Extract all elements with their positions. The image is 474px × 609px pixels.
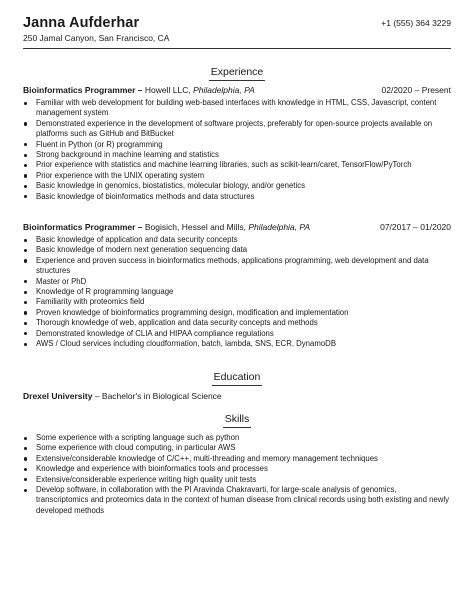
list-item: Some experience with a scripting language such as python xyxy=(23,433,451,443)
job-2-location: Philadelphia, PA xyxy=(248,222,311,232)
skills-heading xyxy=(23,413,451,428)
job-1-bullets xyxy=(23,98,451,202)
job-2-company: Bogisich, Hessel and Mills, xyxy=(144,222,249,232)
list-item: Familiarity with proteomics field xyxy=(23,297,451,307)
list-item: Develop software, in collaboration with the PI Aravinda Chakravarti, for large-scale analysis of genomics, transcriptomics and proteomics data in the context of human disease from clinical records using both existing and newly developed methods xyxy=(23,485,451,516)
list-item: Prior experience with statistics and machine learning libraries, such as scikit-learn/caret, TensorFlow/PyTorch xyxy=(23,160,451,170)
job-2-dates: 07/2017 – 01/2020 xyxy=(380,222,451,232)
list-item: AWS / Cloud services including cloudformation, batch, lambda, SNS, ECR, DynamoDB xyxy=(23,339,451,349)
job-1-separator: – xyxy=(135,85,145,95)
resume-header xyxy=(23,14,451,44)
skills-bullets xyxy=(23,433,451,516)
list-item: Proven knowledge of bioinformatics programming design, modification and implementation xyxy=(23,308,451,318)
list-item: Basic knowledge in genomics, biostatistics, molecular biology, and/or genetics xyxy=(23,181,451,191)
header-divider xyxy=(23,48,451,49)
list-item: Basic knowledge of application and data security concepts xyxy=(23,235,451,245)
job-1-location: Philadelphia, PA xyxy=(193,85,255,95)
education-heading xyxy=(23,371,451,386)
candidate-name: Janna Aufderhar xyxy=(23,15,140,31)
list-item: Some experience with cloud computing, in particular AWS xyxy=(23,443,451,453)
list-item: Experience and proven success in bioinformatics methods, applications programming, web development and data structures xyxy=(23,256,451,277)
list-item: Fluent in Python (or R) programming xyxy=(23,140,451,150)
job-1-title: Bioinformatics Programmer xyxy=(23,85,136,95)
list-item: Strong background in machine learning and statistics xyxy=(23,150,451,160)
list-item: Basic knowledge of bioinformatics methods and data structures xyxy=(23,192,451,202)
list-item: Knowledge of R programming language xyxy=(23,287,451,297)
job-2-header xyxy=(23,222,451,233)
list-item: Prior experience with the UNIX operating system xyxy=(23,171,451,181)
list-item: Thorough knowledge of web, application and data security concepts and methods xyxy=(23,318,451,328)
list-item: Extensive/considerable experience writing high quality unit tests xyxy=(23,475,451,485)
list-item: Knowledge and experience with bioinformatics tools and processes xyxy=(23,464,451,474)
address: 250 Jamal Canyon, San Francisco, CA xyxy=(23,33,170,43)
job-2-bullets xyxy=(23,235,451,349)
education-heading-text: Education xyxy=(212,371,263,386)
experience-heading xyxy=(23,66,451,81)
education-entry xyxy=(23,391,451,402)
job-1-header xyxy=(23,85,451,96)
list-item: Demonstrated experience in the development of software projects, preferably for open-source projects available on platforms such as GitHub and BitBucket xyxy=(23,119,451,140)
list-item: Master or PhD xyxy=(23,277,451,287)
list-item: Basic knowledge of modern next generation sequencing data xyxy=(23,245,451,255)
skills-heading-text: Skills xyxy=(223,413,252,428)
experience-heading-text: Experience xyxy=(209,66,266,81)
list-item: Extensive/considerable knowledge of C/C++, multi-threading and memory management techniques xyxy=(23,454,451,464)
job-1-company: Howell LLC, xyxy=(144,85,194,95)
degree: Bachelor's in Biological Science xyxy=(101,391,222,401)
school-name: Drexel University xyxy=(23,391,93,401)
job-1-dates: 02/2020 – Present xyxy=(381,85,451,95)
phone-number: +1 (555) 364 3229 xyxy=(381,18,451,28)
list-item: Familiar with web development for building web-based interfaces with knowledge in HTML, CSS, Javascript, content management system xyxy=(23,98,451,119)
job-2-separator: – xyxy=(135,222,145,232)
education-separator: – xyxy=(92,391,102,401)
job-2-title: Bioinformatics Programmer xyxy=(23,222,136,232)
list-item: Demonstrated knowledge of CLIA and HIPAA compliance regulations xyxy=(23,329,451,339)
